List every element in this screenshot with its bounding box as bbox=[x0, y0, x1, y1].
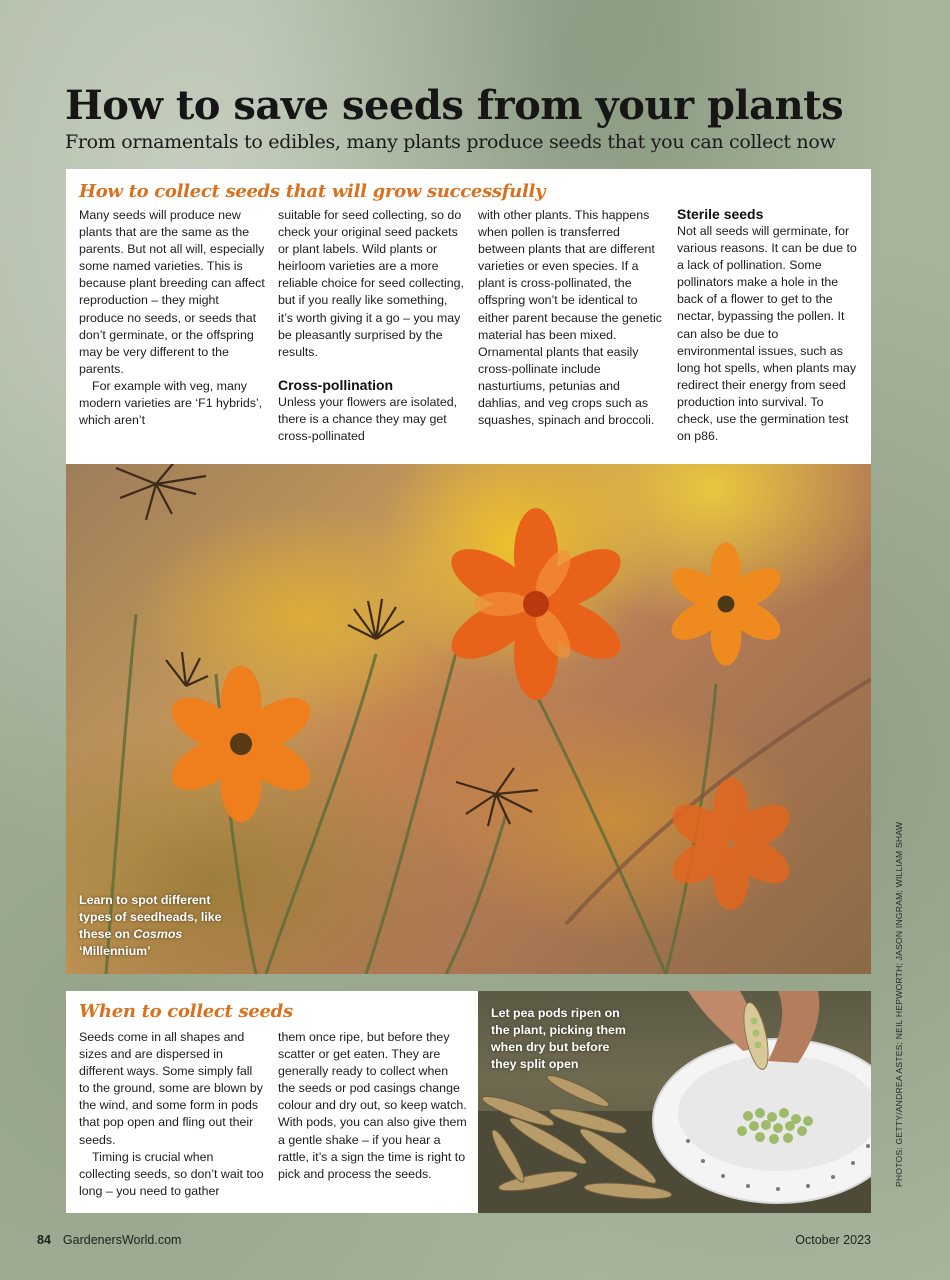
standfirst: From ornamentals to edibles, many plants produce seeds that you can collect now bbox=[65, 131, 836, 153]
headline: How to save seeds from your plants bbox=[65, 82, 844, 129]
column-4 bbox=[677, 206, 857, 445]
column-1 bbox=[79, 207, 265, 429]
paragraph: with other plants. This happens when pollen is transferred between plants that are different varieties or even species. If a plant is cross-pollinated, the offspring won’t be identical to either parent because the genetic material has been mixed. Ornamental plants that easily cross-pollinate include nasturtiums, petunias and dahlias, and veg crops such as squashes, spinach and broccoli. bbox=[478, 208, 662, 428]
paragraph: suitable for seed collecting, so do check your original seed packets or plant labels. Wild plants or heirloom varieties are a more reliable choice for seed collecting, but if you really like something, it’s worth giving it a go – you may be pleasantly surprised by the results. bbox=[278, 208, 464, 359]
paragraph: Seeds come in all shapes and sizes and are dispersed in different ways. Some simply fall to the ground, some are blown by the wind, and some form in pods that pop open and fling out their seeds. bbox=[79, 1030, 263, 1147]
collect-seeds-panel bbox=[66, 169, 871, 464]
photo-credit: PHOTOS: GETTY/ANDREA ASTES; NEIL HEPWORTH; JASON INGRAM; WILLIAM SHAW bbox=[894, 821, 904, 1187]
caption-plant-name: Cosmos bbox=[133, 927, 183, 941]
section-title-when: When to collect seeds bbox=[79, 1001, 293, 1022]
when-to-collect-panel bbox=[66, 991, 478, 1213]
paragraph: Timing is crucial when collecting seeds, so don’t wait too long – you need to gather bbox=[79, 1149, 264, 1198]
cosmos-photo bbox=[66, 464, 871, 974]
column-5 bbox=[79, 1029, 265, 1200]
site-name: GardenersWorld.com bbox=[62, 1233, 182, 1247]
paragraph: For example with veg, many modern varieties are ‘F1 hybrids’, which aren’t bbox=[79, 378, 263, 428]
sterile-seeds-heading: Sterile seeds bbox=[677, 206, 764, 222]
cross-pollination-heading: Cross-pollination bbox=[278, 376, 394, 393]
issue-date: October 2023 bbox=[795, 1233, 871, 1247]
page-number: 84 bbox=[37, 1233, 51, 1247]
column-3 bbox=[478, 207, 662, 429]
cosmos-caption bbox=[79, 892, 229, 960]
footer-left bbox=[37, 1233, 181, 1247]
column-2 bbox=[278, 207, 464, 445]
section-title-collect: How to collect seeds that will grow successfully bbox=[79, 181, 546, 202]
caption-variety: ‘Millennium’ bbox=[79, 944, 151, 958]
paragraph: them once ripe, but before they scatter or get eaten. They are generally ready to collect when the seeds or pod casings change colour and dry out, so keep watch. With pods, you can also give them a gentle shake – if you hear a rattle, it’s a sign the time is right to pick and process the seeds. bbox=[278, 1030, 467, 1181]
pea-pods-photo bbox=[478, 991, 871, 1213]
paragraph: Many seeds will produce new plants that are the same as the parents. But not all will, especially some named varieties. This is because plant breeding can affect reproduction – they might produce no seeds, or seeds that don’t germinate, or the offspring may be very different to the parents. bbox=[79, 208, 265, 376]
column-6 bbox=[278, 1029, 468, 1183]
caption-text: Learn to spot different types of seedheads, like these on bbox=[79, 893, 222, 941]
paragraph: Not all seeds will germinate, for various reasons. It can be due to a lack of pollination. Some pollinators make a hole in the back of a flower to get to the nectar, bypassing the pollen. It can also be due to environmental issues, such as long hot spells, when plants may redirect their energy from seed production into survival. To check, use the germination test on p86. bbox=[677, 224, 857, 444]
paragraph: Unless your flowers are isolated, there is a chance they may get cross-pollinated bbox=[278, 394, 458, 444]
pea-caption: Let pea pods ripen on the plant, picking them when dry but before they split open bbox=[491, 1006, 626, 1071]
